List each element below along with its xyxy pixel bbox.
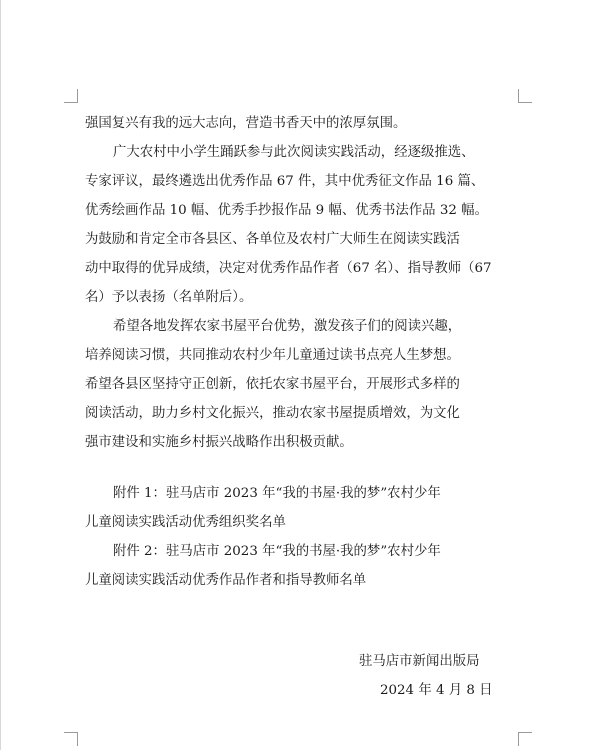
paragraph-line: 希望各地发挥农家书屋平台优势，激发孩子们的阅读兴趣，	[113, 319, 462, 334]
body-text	[85, 109, 525, 457]
attachment-line: 儿童阅读实践活动优秀作品作者和指导教师名单	[85, 573, 367, 588]
paragraph-line: 强市建设和实施乡村振兴战略作出积极贡献。	[85, 435, 353, 450]
attachment-line: 附件 2：驻马店市 2023 年“我的书屋·我的梦”农村少年	[113, 544, 441, 559]
attachment-line: 儿童阅读实践活动优秀组织奖名单	[85, 515, 286, 530]
paragraph-line: 培养阅读习惯，共同推动农村少年儿童通过读书点亮人生梦想。	[85, 348, 460, 363]
corner-mark-bottom-left	[64, 732, 78, 746]
paragraph-line: 广大农村中小学生踊跃参与此次阅读实践活动，经逐级推选、	[113, 145, 475, 160]
paragraph-line: 希望各县区坚持守正创新，依托农家书屋平台，开展形式多样的	[85, 377, 460, 392]
signature-org: 驻马店市新闻出版局	[359, 654, 480, 669]
paragraph-line: 为鼓励和肯定全市各县区、各单位及农村广大师生在阅读实践活	[85, 232, 460, 247]
paragraph-line: 强国复兴有我的远大志向，营造书香天中的浓厚氛围。	[85, 116, 407, 131]
signature-date: 2024 年 4 月 8 日	[380, 683, 493, 698]
paragraph-line: 优秀绘画作品 10 幅、优秀手抄报作品 9 幅、优秀书法作品 32 幅。	[85, 203, 488, 218]
corner-mark-top-left	[64, 89, 78, 103]
attachments	[85, 479, 525, 595]
corner-mark-bottom-right	[518, 732, 532, 746]
paragraph-line: 动中取得的优异成绩，决定对优秀作品作者（67 名）、指导教师（67	[85, 261, 492, 276]
paragraph-line: 专家评议，最终遴选出优秀作品 67 件，其中优秀征文作品 16 篇、	[85, 174, 485, 189]
signature-block	[1, 647, 589, 705]
attachment-line: 附件 1：驻马店市 2023 年“我的书屋·我的梦”农村少年	[113, 486, 441, 501]
paragraph-line: 阅读活动，助力乡村文化振兴，推动农家书屋提质增效，为文化	[85, 406, 460, 421]
corner-mark-top-right	[518, 89, 532, 103]
paragraph-line: 名）予以表扬（名单附后）。	[85, 290, 253, 305]
